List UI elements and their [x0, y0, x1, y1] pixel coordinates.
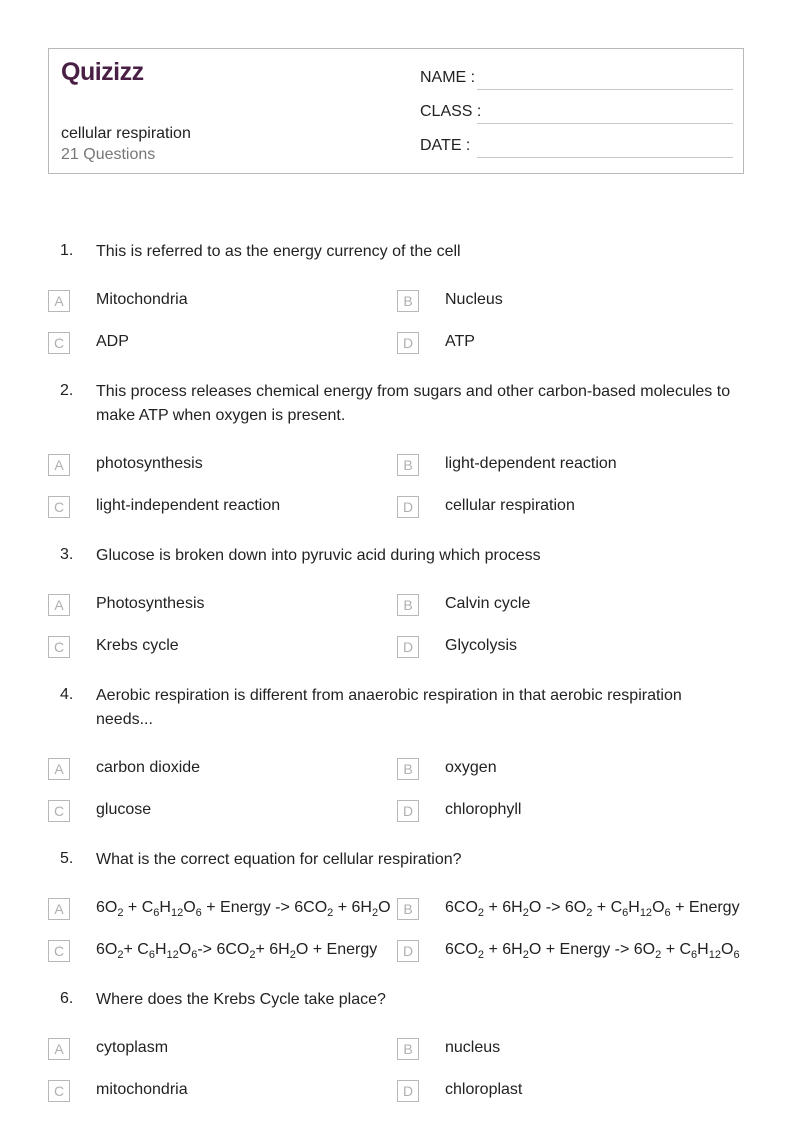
name-label: NAME :: [420, 69, 476, 86]
option-a-box[interactable]: A: [48, 594, 70, 616]
date-label: DATE :: [420, 137, 471, 154]
option-d-box[interactable]: D: [397, 800, 419, 822]
option-a-text: cytoplasm: [96, 1039, 169, 1056]
option-b-text: nucleus: [445, 1039, 501, 1056]
option-b-box[interactable]: B: [397, 454, 419, 476]
question-text: This process releases chemical energy from sugars and other carbon-based molecules to make ATP when oxygen is present.: [96, 383, 731, 424]
question-text: What is the correct equation for cellular respiration?: [96, 851, 462, 868]
option-c-text: ADP: [96, 333, 129, 350]
option-a-box[interactable]: A: [48, 1038, 70, 1060]
question-number: 6.: [60, 990, 74, 1007]
option-b-box[interactable]: B: [397, 290, 419, 312]
option-b-box[interactable]: B: [397, 758, 419, 780]
class-label: CLASS :: [420, 103, 482, 120]
option-b-text: light-dependent reaction: [445, 455, 617, 472]
question-text: This is referred to as the energy currency of the cell: [96, 243, 461, 260]
question-text: Aerobic respiration is different from anaerobic respiration in that aerobic respiration needs...: [96, 687, 682, 728]
option-b-text: Nucleus: [445, 291, 503, 308]
question-number: 1.: [60, 242, 74, 259]
quizizz-logo: [61, 57, 153, 87]
option-b-text: oxygen: [445, 759, 497, 776]
option-c-box[interactable]: C: [48, 940, 70, 962]
date-field[interactable]: [477, 157, 733, 158]
option-d-text: ATP: [445, 333, 475, 350]
option-d-text: $6CO_2 + 6H_2O$ + Energy -> $6O_2 + C_6H_{12}O_6$: [445, 941, 740, 962]
option-d-text: chloroplast: [445, 1081, 523, 1098]
option-b-box[interactable]: B: [397, 594, 419, 616]
option-a-box[interactable]: A: [48, 898, 70, 920]
option-d-box[interactable]: D: [397, 496, 419, 518]
option-a-text: $6O_2 + C_6H_{12}O_6$ + Energy -> $6CO_2 + 6H_2O$: [96, 899, 391, 920]
question-count: 21 Questions: [61, 146, 156, 163]
option-c-text: glucose: [96, 801, 152, 818]
option-a-box[interactable]: A: [48, 758, 70, 780]
option-b-box[interactable]: B: [397, 898, 419, 920]
option-b-text: $6CO_2 + 6H_2O -> 6O_2 + C_6H_{12}O_6$ + Energy: [445, 899, 740, 920]
brand-wordmark: Quizizz: [61, 58, 144, 86]
option-c-box[interactable]: C: [48, 332, 70, 354]
option-c-box[interactable]: C: [48, 636, 70, 658]
question-number: 3.: [60, 546, 74, 563]
option-c-text: $6O_2+ C_6H_{12}O_6-> 6CO_2+ 6H_2O$ + Energy: [96, 941, 378, 962]
option-d-text: cellular respiration: [445, 497, 575, 514]
name-field[interactable]: [477, 89, 733, 90]
option-c-box[interactable]: C: [48, 800, 70, 822]
option-d-box[interactable]: D: [397, 940, 419, 962]
option-c-box[interactable]: C: [48, 1080, 70, 1102]
option-d-box[interactable]: D: [397, 636, 419, 658]
option-a-text: photosynthesis: [96, 455, 203, 472]
option-c-text: Krebs cycle: [96, 637, 179, 654]
option-d-text: chlorophyll: [445, 801, 522, 818]
option-a-box[interactable]: A: [48, 290, 70, 312]
option-d-box[interactable]: D: [397, 1080, 419, 1102]
option-b-text: Calvin cycle: [445, 595, 531, 612]
option-c-text: mitochondria: [96, 1081, 188, 1098]
option-c-box[interactable]: C: [48, 496, 70, 518]
option-a-text: Photosynthesis: [96, 595, 205, 612]
worksheet-header: [48, 48, 744, 174]
option-c-text: light-independent reaction: [96, 497, 281, 514]
question-number: 2.: [60, 382, 74, 399]
option-d-text: Glycolysis: [445, 637, 518, 654]
option-a-text: Mitochondria: [96, 291, 188, 308]
question-text: Glucose is broken down into pyruvic acid during which process: [96, 547, 541, 564]
option-b-box[interactable]: B: [397, 1038, 419, 1060]
option-a-box[interactable]: A: [48, 454, 70, 476]
question-number: 5.: [60, 850, 74, 867]
class-field[interactable]: [477, 123, 733, 124]
question-number: 4.: [60, 686, 74, 703]
option-d-box[interactable]: D: [397, 332, 419, 354]
worksheet-title: cellular respiration: [61, 125, 191, 142]
option-a-text: carbon dioxide: [96, 759, 201, 776]
question-text: Where does the Krebs Cycle take place?: [96, 991, 386, 1008]
